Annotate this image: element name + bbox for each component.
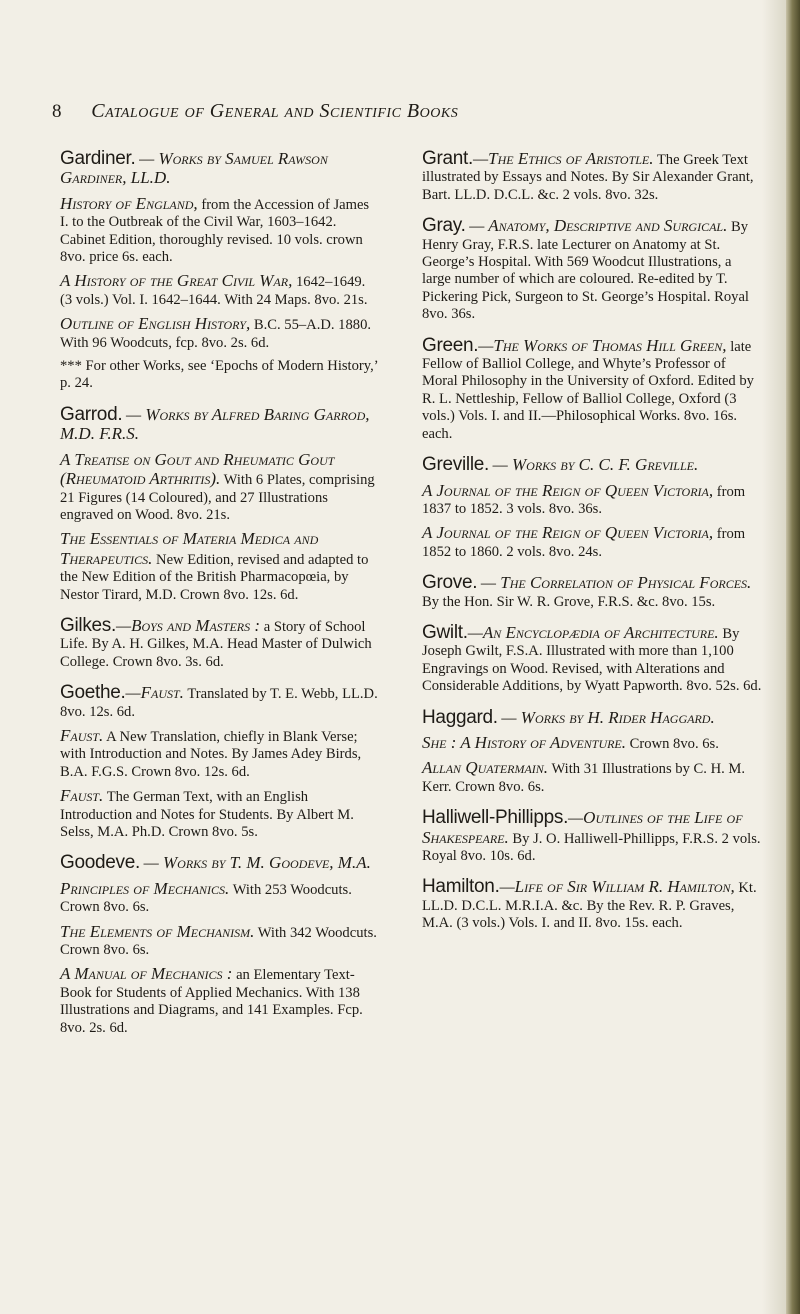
- work-details: New Edition, revised and adapted to the New Edition of the British Pharmacopœia, by Nestor Tirard, M.D. Crown 8vo. 12s. 6d.: [60, 551, 369, 603]
- entry-grant: [422, 150, 762, 204]
- entry-heading: —The Works of Thomas Hill Green,: [478, 335, 727, 355]
- work-details: The German Text, with an English Introduction and Notes for Students. By Albert M. Selss, M.A. Ph.D. Crown 8vo. 5s.: [60, 789, 354, 840]
- work-item: [60, 315, 378, 352]
- work-details: A New Translation, chiefly in Blank Verse; with Introduction and Notes. By James Adey Birds, B.A. F.G.S. Crown 8vo. 12s. 6d.: [60, 728, 362, 780]
- entry-gardiner: [60, 150, 378, 393]
- entry-heading: —Life of Sir William R. Hamilton,: [499, 877, 735, 897]
- entry-hamilton: [422, 878, 762, 932]
- entry-details: By Joseph Gwilt, F.S.A. Illustrated with more than 1,100 Engravings on Wood. Revised, with Alterations and Considerable Additions, by Wyatt Papworth. 8vo. 52s. 6d.: [422, 625, 762, 695]
- work-details: B.C. 55–A.D. 1880. With 96 Woodcuts, fcp. 8vo. 2s. 6d.: [60, 317, 372, 351]
- entry-greville: [422, 456, 762, 561]
- author-name: Goethe.: [60, 682, 126, 704]
- page-number: 8: [52, 101, 62, 122]
- entry-grove: [422, 574, 762, 611]
- entry-heading: —The Ethics of Aristotle.: [473, 149, 654, 168]
- entry-heading: —Faust.: [125, 683, 184, 703]
- cross-reference-note: *** For other Works, see ‘Epochs of Modern History,’ p. 24.: [60, 358, 378, 392]
- work-details: With 342 Woodcuts. Crown 8vo. 6s.: [60, 924, 377, 959]
- entry-details: Kt. LL.D. D.C.L. M.R.I.A. &c. By the Rev. R. P. Graves, M.A. (3 vols.) Vols. I. and II. 8vo. 15s. each.: [422, 880, 757, 932]
- author-name: Green.: [422, 334, 479, 356]
- work-title: A Manual of Mechanics :: [60, 964, 233, 984]
- author-name: Greville.: [422, 454, 489, 476]
- entry-heading: — Works by C. C. F. Greville.: [492, 455, 699, 475]
- work-title: A Journal of the Reign of Queen Victoria,: [422, 523, 714, 543]
- entry-goethe: [60, 684, 378, 841]
- entry-green: [422, 334, 762, 443]
- entry-heading: — Works by Alfred Baring Garrod, M.D. F.R.S.: [60, 404, 370, 444]
- work-item: [60, 272, 378, 309]
- entry-heading: — Works by H. Rider Haggard.: [501, 707, 715, 727]
- author-name: Garrod.: [60, 403, 123, 425]
- entry-details: By J. O. Halliwell-Phillipps, F.R.S. 2 vols. Royal 8vo. 10s. 6d.: [422, 830, 761, 864]
- entry-gwilt: [422, 621, 762, 696]
- work-title: A Treatise on Gout and Rheumatic Gout (Rheumatoid Arthritis).: [60, 449, 335, 489]
- work-title: Allan Quatermain.: [422, 758, 549, 778]
- author-name: Gray.: [422, 215, 466, 237]
- work-title: History of England,: [60, 193, 198, 213]
- work-title: The Elements of Mechanism.: [60, 921, 255, 941]
- work-details: Crown 8vo. 6s.: [629, 735, 719, 752]
- entry-details: By Henry Gray, F.R.S. late Lecturer on Anatomy at St. George’s Hospital. With 569 Woodcut Illustrations, a large number of which are coloured. Re-edited by T. Pickering Pick, Surgeon to St. George’s Hospital. Royal 8vo. 36s.: [422, 219, 749, 323]
- work-title: Outline of English History,: [60, 314, 251, 334]
- work-details: With 253 Woodcuts. Crown 8vo. 6s.: [60, 881, 352, 916]
- work-title: Principles of Mechanics.: [60, 878, 230, 898]
- work-item: [60, 195, 378, 267]
- entry-heading: — Works by T. M. Goodeve, M.A.: [143, 853, 371, 873]
- entry-details: By the Hon. Sir W. R. Grove, F.R.S. &c. 8vo. 15s.: [422, 593, 716, 610]
- entry-details: late Fellow of Balliol College, and Whyte’s Professor of Moral Philosophy in the University of Oxford. Edited by R. L. Nettleship, Fellow of Balliol College, Oxford (3 vols.) Vols. I. and II.—Philosophical Works. 8vo. 16s. each.: [422, 338, 754, 442]
- work-item: [422, 734, 762, 753]
- entry-heading: —Boys and Masters :: [115, 615, 261, 635]
- entry-heading: —Outlines of the Life of Shakespeare.: [422, 808, 743, 847]
- author-name: Grove.: [422, 572, 478, 594]
- entry-goodeve: [60, 854, 378, 1037]
- work-details: an Elementary Text-Book for Students of Applied Mechanics. With 138 Illustrations and Diagrams, and 141 Examples. Fcp. 8vo. 2s. 6d.: [60, 967, 363, 1036]
- work-item: [422, 482, 762, 519]
- page-header: [52, 100, 772, 123]
- entry-haggard: [422, 706, 762, 797]
- work-details: from 1852 to 1860. 2 vols. 8vo. 24s.: [422, 526, 746, 560]
- work-details: 1642–1649. (3 vols.) Vol. I. 1642–1644. With 24 Maps. 8vo. 21s.: [60, 274, 368, 308]
- page-gutter-shadow: [762, 0, 786, 1314]
- work-item: [422, 759, 762, 796]
- work-title: Faust.: [60, 786, 104, 806]
- work-title: A Journal of the Reign of Queen Victoria,: [422, 480, 714, 500]
- entry-garrod: [60, 403, 378, 604]
- author-name: Gwilt.: [422, 621, 468, 643]
- work-item: [60, 923, 378, 960]
- author-name: Halliwell-Phillipps.: [422, 807, 569, 829]
- author-name: Goodeve.: [60, 852, 140, 874]
- entry-gray: [422, 217, 762, 323]
- work-details: from 1837 to 1852. 3 vols. 8vo. 36s.: [422, 483, 746, 517]
- work-item: [60, 787, 378, 841]
- entry-heading: —An Encyclopædia of Architecture.: [467, 622, 719, 642]
- page-edge: [786, 0, 800, 1314]
- work-title: Faust.: [60, 725, 104, 745]
- entry-details: The Greek Text illustrated by Essays and Notes. By Sir Alexander Grant, Bart. LL.D. D.C.L. &c. 2 vols. 8vo. 32s.: [422, 152, 754, 203]
- entry-halliwell-phillipps: [422, 809, 762, 865]
- entry-heading: — Works by Samuel Rawson Gardiner, LL.D.: [60, 149, 328, 188]
- work-title: The Essentials of Materia Medica and Therapeutics.: [60, 529, 319, 568]
- author-name: Gardiner.: [60, 148, 136, 169]
- work-item: [60, 880, 378, 917]
- author-name: Gilkes.: [60, 614, 116, 636]
- work-title: A History of the Great Civil War,: [60, 271, 293, 291]
- work-item: [60, 965, 378, 1037]
- left-column: [60, 150, 378, 1050]
- entry-gilkes: [60, 614, 378, 671]
- right-column: [422, 150, 762, 946]
- work-item: [60, 727, 378, 781]
- author-name: Grant.: [422, 148, 473, 169]
- work-details: from the Accession of James I. to the Outbreak of the Civil War, 1603–1642. Cabinet Edition, thoroughly revised. 10 vols. crown 8vo. price 6s. each.: [60, 196, 370, 266]
- entry-heading: — The Correlation of Physical Forces.: [480, 573, 752, 593]
- work-title: She : A History of Adventure.: [422, 732, 627, 752]
- entry-heading: — Anatomy, Descriptive and Surgical.: [469, 216, 728, 236]
- work-item: [60, 530, 378, 604]
- author-name: Hamilton.: [422, 876, 500, 898]
- work-item: [60, 451, 378, 525]
- entry-details: a Story of School Life. By A. H. Gilkes, M.A. Head Master of Dulwich College. Crown 8vo. 3s. 6d.: [60, 618, 372, 670]
- work-details: With 6 Plates, comprising 21 Figures (14 Coloured), and 27 Illustrations engraved on Wood. 8vo. 21s.: [60, 472, 375, 523]
- running-title: Catalogue of General and Scientific Books: [91, 100, 459, 122]
- work-details: With 31 Illustrations by C. H. M. Kerr. Crown 8vo. 6s.: [422, 761, 746, 795]
- author-name: Haggard.: [422, 706, 498, 728]
- entry-details: Translated by T. E. Webb, LL.D. 8vo. 12s. 6d.: [60, 686, 378, 720]
- work-item: [422, 524, 762, 561]
